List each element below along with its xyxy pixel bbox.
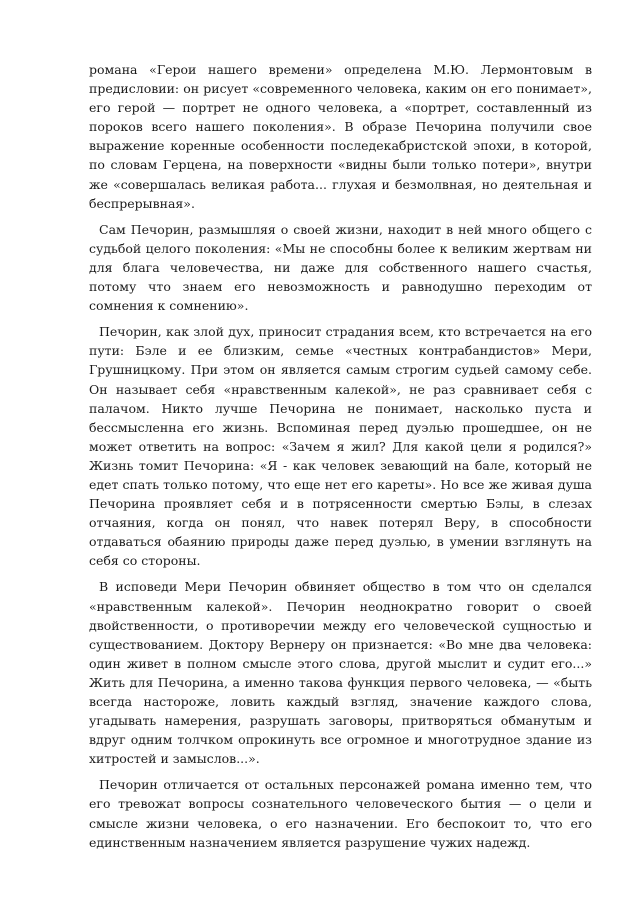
document-page bbox=[89, 60, 592, 859]
paragraph-1: романа «Герои нашего времени» определена М.Ю. Лермонтовым в предисловии: он рисует «современного человека, каким он его понимает», его герой — портрет не одного человека, а «портрет, составленный из пороков всего нашего поколения». В образе Печорина получили свое выражение коренные особенности последекабристской эпохи, в которой, по словам Герцена, на поверхности «видны были только потери», внутри же «совершалась великая работа... глухая и безмолвная, но деятельная и беспрерывная». bbox=[89, 62, 592, 211]
paragraph-4: В исповеди Мери Печорин обвиняет общество в том что он сделался «нравственным калекой». Печорин неоднократно говорит о своей двойственности, о противоречии между его человеческой сущностью и существованием. Доктору Вернеру он признается: «Во мне два человека: один живет в полном смысле этого слова, другой мыслит и судит его...» Жить для Печорина, а именно такова функция первого человека, — «быть всегда настороже, ловить каждый взгляд, значение каждого слова, угадывать намерения, разрушать заговоры, притворяться обманутым и вдруг одним толчком опрокинуть все огромное и многотрудное здание из хитростей и замыслов...». bbox=[89, 579, 592, 767]
paragraph-2: Сам Печорин, размышляя о своей жизни, находит в ней много общего с судьбой целого поколения: «Мы не способны более к великим жертвам ни для блага человечества, ни даже для собственного нашего счастья, потому что знаем его невозможность и равнодушно переходим от сомнения к сомнению». bbox=[89, 221, 592, 314]
paragraph-5: Печорин отличается от остальных персонажей романа именно тем, что его тревожат вопросы сознательного человеческого бытия — о цели и смысле жизни человека, о его назначении. Его беспокоит то, что его единственным назначением является разрушение чужих надежд. bbox=[89, 777, 592, 850]
paragraph-3: Печорин, как злой дух, приносит страдания всем, кто встречается на его пути: Бэле и ее близким, семье «честных контрабандистов» Мери, Грушницкому. При этом он является самым строгим судьей самому себе. Он называет себя «нравственным калекой», не раз сравнивает себя с палачом. Никто лучше Печорина не понимает, насколько пуста и бессмысленна его жизнь. Вспоминая перед дуэлью прошедшее, он не может ответить на вопрос: «Зачем я жил? Для какой цели я родился?» Жизнь томит Печорина: «Я - как человек зевающий на бале, который не едет спать только потому, что еще нет его кареты». Но все же живая душа Печорина проявляет себя и в потрясенности смертью Бэлы, в слезах отчаяния, когда он понял, что навек потерял Веру, в способности отдаваться обаянию природы даже перед дуэлью, в умении взглянуть на себя со стороны. bbox=[89, 324, 592, 569]
